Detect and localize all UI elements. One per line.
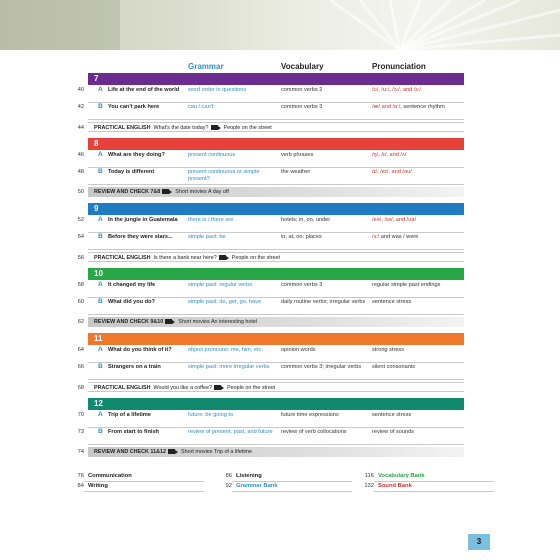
- phonetic-symbols: /ʊ/, /u:/, /ɔ:/, and /ɜ:/: [372, 87, 421, 93]
- lesson-grammar: object pronouns: me, him, etc.: [188, 347, 263, 353]
- phonetic-symbols: /eə/, /ɪə/, and /ʊə/: [372, 217, 417, 223]
- band-label-text: REVIEW AND CHECK 9&10: [94, 319, 164, 325]
- reference-divider: [232, 491, 352, 492]
- band-video-text: People on the street: [231, 255, 280, 261]
- unit-number: 7: [94, 74, 99, 83]
- lesson-pronunciation: [372, 429, 464, 436]
- vocabulary-column-header: Vocabulary: [281, 62, 324, 71]
- pronunciation-text: strong stress: [372, 347, 405, 353]
- page-number: 3: [468, 534, 490, 550]
- lesson-pronunciation: [372, 104, 464, 111]
- reference-page-number: 86: [225, 473, 232, 479]
- lesson-page-number: 73: [77, 429, 84, 435]
- phonetic-symbols: /æ/ and /ɑ:/: [372, 104, 401, 110]
- reference-page-number: 132: [364, 483, 374, 489]
- lesson-letter: B: [98, 233, 103, 240]
- lesson-vocabulary: review of verb collocations: [281, 429, 347, 435]
- band-label: [94, 123, 272, 133]
- unit-number: 11: [94, 334, 103, 343]
- reference-label: Listening: [236, 473, 262, 479]
- lesson-grammar: future: be going to: [188, 412, 234, 418]
- band-label-text: PRACTICAL ENGLISH: [94, 125, 151, 131]
- lesson-letter: A: [98, 86, 103, 93]
- review-and-check-band: [77, 187, 464, 197]
- row-divider: [88, 427, 464, 428]
- lesson-title: From start to finish: [108, 429, 159, 435]
- lesson-page-number: 42: [77, 104, 84, 110]
- lesson-vocabulary: in, at, on: places: [281, 234, 322, 240]
- lesson-title: What did you do?: [108, 299, 155, 305]
- practical-english-band: [77, 122, 464, 132]
- phonetic-symbols: /ɪ/, /eɪ/, and /əʊ/: [372, 169, 412, 175]
- pronunciation-text: regular simple past endings: [372, 282, 441, 288]
- lesson-grammar: simple past: regular verbs: [188, 282, 253, 288]
- lesson-pronunciation: [372, 234, 464, 241]
- unit-number: 9: [94, 204, 99, 213]
- video-camera-icon: [211, 125, 218, 130]
- lesson-vocabulary: verb phrases: [281, 152, 314, 158]
- reference-page-number: 92: [225, 483, 232, 489]
- row-divider: [88, 297, 464, 298]
- lesson-page-number: 70: [77, 412, 84, 418]
- row-divider: [88, 444, 464, 445]
- row-divider: [88, 102, 464, 103]
- pronunciation-text: review of sounds: [372, 429, 414, 435]
- lesson-letter: A: [98, 216, 103, 223]
- unit-header-bar: [88, 268, 464, 280]
- lesson-vocabulary: common verbs 3: [281, 282, 323, 288]
- band-video-text: Short movies A day off: [175, 189, 229, 195]
- practical-english-band: [77, 252, 464, 262]
- row-divider: [88, 249, 464, 250]
- reference-divider: [84, 481, 204, 482]
- row-divider: [88, 232, 464, 233]
- lesson-letter: A: [98, 346, 103, 353]
- lesson-pronunciation: [372, 412, 464, 419]
- band-video-text: People on the street: [227, 385, 276, 391]
- lesson-grammar: simple past: do, get, go, have: [188, 299, 262, 305]
- lesson-page-number: 52: [77, 217, 84, 223]
- band-label-text: REVIEW AND CHECK 7&8: [94, 189, 161, 195]
- band-video-text: Short movies An interesting hotel: [178, 319, 258, 325]
- lesson-page-number: 64: [77, 347, 84, 353]
- lesson-title: What are they doing?: [108, 152, 165, 158]
- band-topic: Is there a bank near here?: [153, 255, 217, 261]
- band-page-number: 68: [77, 385, 84, 391]
- lesson-pronunciation: [372, 169, 464, 176]
- lesson-page-number: 48: [77, 169, 84, 175]
- lesson-title: What do you think of it?: [108, 347, 172, 353]
- lesson-page-number: 58: [77, 282, 84, 288]
- lesson-pronunciation: [372, 87, 464, 94]
- band-label-text: PRACTICAL ENGLISH: [94, 255, 151, 261]
- band-label: [94, 253, 280, 263]
- lesson-letter: A: [98, 411, 103, 418]
- lesson-letter: B: [98, 168, 103, 175]
- lesson-grammar: simple past: more irregular verbs: [188, 364, 270, 370]
- band-page-number: 56: [77, 255, 84, 261]
- lesson-grammar: word order in questions: [188, 87, 247, 93]
- video-camera-icon: [219, 255, 226, 260]
- lesson-page-number: 46: [77, 152, 84, 158]
- unit-header-bar: [88, 398, 464, 410]
- pronunciation-text: sentence stress: [372, 412, 412, 418]
- reference-label: Sound Bank: [378, 483, 412, 489]
- lesson-pronunciation: [372, 217, 464, 224]
- reference-label: Communication: [88, 473, 132, 479]
- video-camera-icon: [165, 319, 172, 324]
- band-video-text: People on the street: [223, 125, 272, 131]
- band-label: [94, 317, 257, 327]
- lesson-title: Trip of a lifetime: [108, 412, 151, 418]
- lesson-title: You can't park here: [108, 104, 160, 110]
- band-topic: What's the date today?: [153, 125, 209, 131]
- band-label: [94, 187, 229, 197]
- pronunciation-text: silent consonants: [372, 364, 416, 370]
- pronunciation-text: , sentence rhythm: [400, 104, 445, 110]
- reference-page-number: 84: [77, 483, 84, 489]
- lesson-letter: A: [98, 281, 103, 288]
- lesson-vocabulary: hotels; in, on, under: [281, 217, 331, 223]
- row-divider: [88, 362, 464, 363]
- band-topic: Would you like a coffee?: [153, 385, 213, 391]
- unit-number: 8: [94, 139, 99, 148]
- band-page-number: 62: [77, 319, 84, 325]
- reference-label: Writing: [88, 483, 108, 489]
- lesson-grammar: simple past: be: [188, 234, 226, 240]
- unit-number: 10: [94, 269, 103, 278]
- video-camera-icon: [214, 385, 221, 390]
- lesson-pronunciation: [372, 299, 464, 306]
- reference-label: Grammar Bank: [236, 483, 278, 489]
- unit-header-bar: [88, 333, 464, 345]
- row-divider: [88, 167, 464, 168]
- row-divider: [88, 184, 464, 185]
- band-label-text: PRACTICAL ENGLISH: [94, 385, 151, 391]
- pronunciation-text: sentence stress: [372, 299, 412, 305]
- reference-divider: [84, 491, 204, 492]
- lesson-grammar: present continuous: [188, 152, 236, 158]
- lesson-vocabulary: the weather: [281, 169, 311, 175]
- lesson-page-number: 40: [77, 87, 84, 93]
- band-page-number: 44: [77, 125, 84, 131]
- lesson-pronunciation: [372, 152, 464, 159]
- lesson-title: It changed my life: [108, 282, 156, 288]
- reference-page-number: 116: [364, 473, 374, 479]
- video-camera-icon: [168, 449, 175, 454]
- lesson-title: Life at the end of the world: [108, 87, 180, 93]
- reference-page-number: 76: [77, 473, 84, 479]
- lesson-vocabulary: common verbs 3; irregular verbs: [281, 364, 362, 370]
- lesson-letter: B: [98, 428, 103, 435]
- pronunciation-text: and was / were: [379, 234, 419, 240]
- row-divider: [88, 119, 464, 120]
- review-and-check-band: [77, 317, 464, 327]
- lesson-vocabulary: future time expressions: [281, 412, 339, 418]
- lesson-title: In the jungle in Guatemala: [108, 217, 178, 223]
- band-page-number: 50: [77, 189, 84, 195]
- band-video-text: Short movies Trip of a lifetime: [181, 449, 253, 455]
- lesson-title: Today is different: [108, 169, 155, 175]
- pronunciation-column-header: Pronunciation: [372, 62, 426, 71]
- lesson-grammar: there is / there are: [188, 217, 234, 223]
- lesson-grammar: present continuous or simple present?: [188, 169, 260, 182]
- lesson-vocabulary: common verbs 2: [281, 87, 323, 93]
- lesson-pronunciation: [372, 364, 464, 371]
- reference-divider: [374, 481, 494, 482]
- band-label: [94, 383, 275, 393]
- lesson-pronunciation: [372, 282, 464, 289]
- practical-english-band: [77, 382, 464, 392]
- row-divider: [88, 314, 464, 315]
- band-label-text: REVIEW AND CHECK 11&12: [94, 449, 166, 455]
- reference-divider: [232, 481, 352, 482]
- lesson-grammar: review of present, past, and future: [188, 429, 273, 435]
- lesson-page-number: 54: [77, 234, 84, 240]
- band-page-number: 74: [77, 449, 84, 455]
- band-label: [94, 447, 252, 457]
- lesson-title: Before they were stars...: [108, 234, 173, 240]
- lesson-letter: A: [98, 151, 103, 158]
- phonetic-symbols: /ŋ/, /ɪ/, and /ʌ/: [372, 152, 407, 158]
- phonetic-symbols: /ɜ:/: [372, 234, 380, 240]
- review-and-check-band: [77, 447, 464, 457]
- row-divider: [88, 379, 464, 380]
- unit-header-bar: [88, 203, 464, 215]
- lesson-vocabulary: common verbs 3: [281, 104, 323, 110]
- lesson-title: Strangers on a train: [108, 364, 161, 370]
- reference-divider: [374, 491, 494, 492]
- lesson-grammar: can / can't: [188, 104, 214, 110]
- lesson-letter: B: [98, 363, 103, 370]
- grammar-column-header: Grammar: [188, 62, 224, 71]
- unit-header-bar: [88, 138, 464, 150]
- video-camera-icon: [162, 189, 169, 194]
- lesson-page-number: 66: [77, 364, 84, 370]
- lesson-page-number: 60: [77, 299, 84, 305]
- unit-header-bar: [88, 73, 464, 85]
- lesson-letter: B: [98, 298, 103, 305]
- unit-number: 12: [94, 399, 103, 408]
- lesson-vocabulary: daily routine verbs; irregular verbs: [281, 299, 366, 305]
- lesson-letter: B: [98, 103, 103, 110]
- lesson-pronunciation: [372, 347, 464, 354]
- lesson-vocabulary: opinion words: [281, 347, 316, 353]
- reference-label: Vocabulary Bank: [378, 473, 425, 479]
